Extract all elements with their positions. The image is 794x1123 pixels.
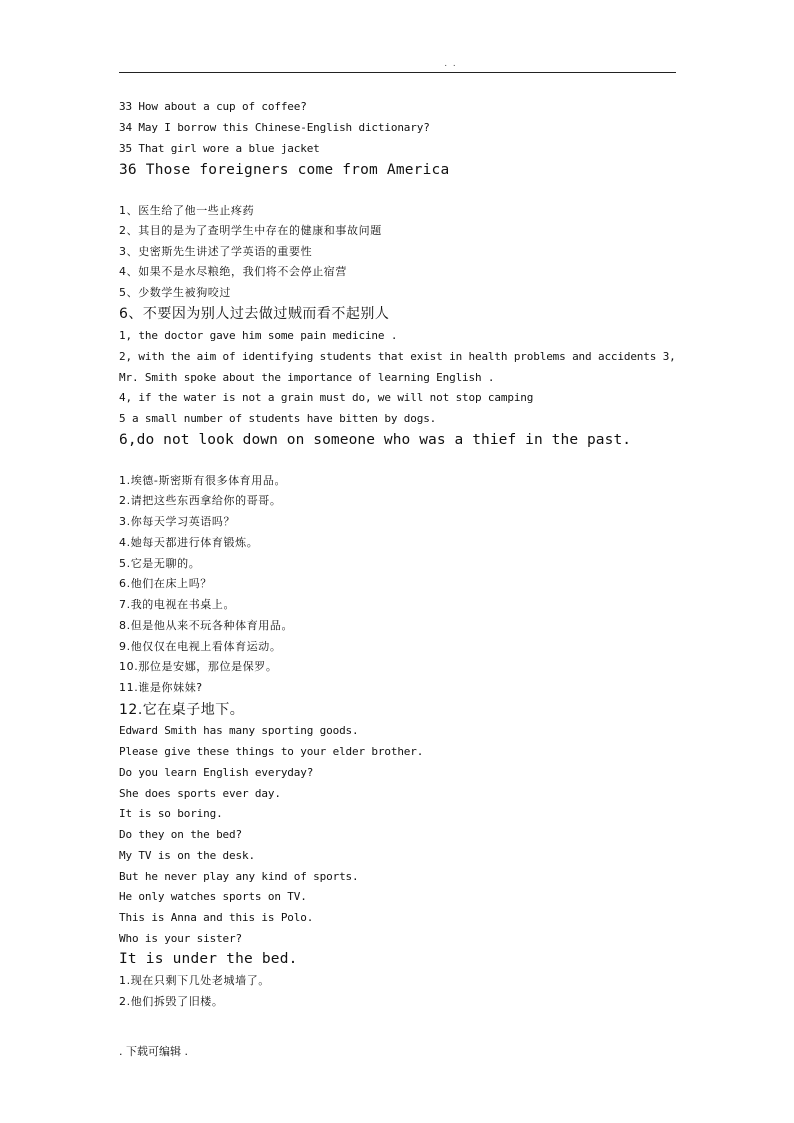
cn-sentence: 4.她每天都进行体育锻炼。 [119,536,259,549]
cn-sentence: 5、少数学生被狗咬过 [119,286,231,299]
header-rule [119,72,676,73]
en-translation: Please give these things to your elder brother. [119,745,424,758]
cn-sentence: 1.现在只剩下几处老城墙了。 [119,974,270,987]
cn-sentence: 3.你每天学习英语吗？ [119,515,236,528]
en-translation: Do they on the bed? [119,828,242,841]
en-translation: Do you learn English everyday? [119,766,314,779]
cn-sentence-large: 12.它在桌子地下。 [119,702,245,718]
header-mark: . . [443,60,457,68]
en-translation: Edward Smith has many sporting goods. [119,724,359,737]
cn-sentence: 5.它是无聊的。 [119,557,201,570]
en-translation: 5 a small number of students have bitten by dogs. [119,412,437,425]
cn-sentence: 3、史密斯先生讲述了学英语的重要性 [119,245,313,258]
cn-sentence: 2.请把这些东西拿给你的哥哥。 [119,494,282,507]
en-translation: He only watches sports on TV. [119,890,307,903]
cn-sentence: 9.他仅仅在电视上看体育运动。 [119,640,282,653]
cn-sentence: 2、其目的是为了查明学生中存在的健康和事故问题 [119,224,382,237]
en-translation-large: 6,do not look down on someone who was a thief in the past. [119,432,632,448]
cn-sentence: 4、如果不是水尽粮绝，我们将不会停止宿营 [119,265,347,278]
cn-sentence: 10.那位是安娜，那位是保罗。 [119,660,278,673]
sentence-34: 34 May I borrow this Chinese-English dictionary? [119,121,430,134]
cn-sentence: 1.埃德-斯密斯有很多体育用品。 [119,474,287,487]
en-translation: But he never play any kind of sports. [119,870,359,883]
en-translation: My TV is on the desk. [119,849,255,862]
cn-sentence: 6.他们在床上吗？ [119,577,212,590]
sentence-33: 33 How about a cup of coffee? [119,100,307,113]
sentence-35: 35 That girl wore a blue jacket [119,142,320,155]
cn-sentence: 7.我的电视在书桌上。 [119,598,236,611]
cn-sentence: 11.谁是你妹妹? [119,681,203,694]
en-translation: Who is your sister? [119,932,242,945]
sentence-36: 36 Those foreigners come from America [119,162,450,178]
en-translation: It is so boring. [119,807,223,820]
cn-sentence: 1、医生给了他一些止疼药 [119,204,255,217]
cn-sentence: 2.他们拆毁了旧楼。 [119,995,224,1008]
en-translation: 4, if the water is not a grain must do, we will not stop camping [119,391,534,404]
cn-sentence: 8.但是他从来不玩各种体育用品。 [119,619,294,632]
en-translation: This is Anna and this is Polo. [119,911,314,924]
en-translation: 2, with the aim of identifying students that exist in health problems and accidents 3, [119,350,676,363]
en-translation: She does sports ever day. [119,787,281,800]
en-translation-large: It is under the bed. [119,951,298,967]
footer-note: . 下载可编辑 . [119,1045,188,1058]
en-translation: Mr. Smith spoke about the importance of learning English . [119,371,495,384]
cn-sentence-large: 6、不要因为别人过去做过贼而看不起别人 [119,306,390,322]
en-translation: 1, the doctor gave him some pain medicine . [119,329,398,342]
